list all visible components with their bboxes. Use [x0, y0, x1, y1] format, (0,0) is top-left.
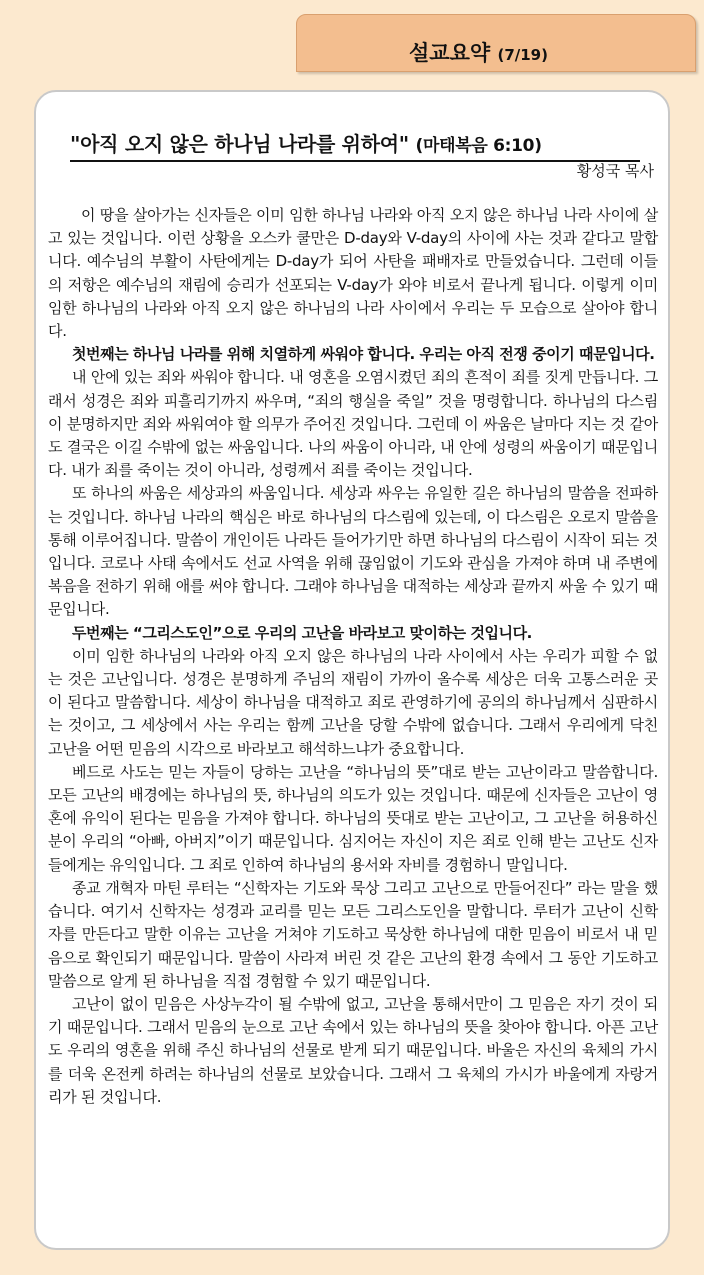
paragraph: 이 땅을 살아가는 신자들은 이미 임한 하나님 나라와 아직 오지 않은 하나님 나라 사이에 살고 있는 것입니다. 이런 상황을 오스카 쿨만은 D-day와 V-day의 사이에 사는 것과 같다고 말합니다. 예수님의 부활이 사탄에게는 D-day가 되어 사탄을 패배자로 만들었습니다. 그런데 이들의 저항은 예수님의 재림에 승리가 선포되는 V-day가 와야 비로서 끝나게 됩니다. 이렇게 이미 임한 하나님의 나라와 아직 오지 않은 하나님의 나라 사이에서 우리는 두 모습으로 살아야 합니다.	[48, 206, 658, 341]
heading-second: 두번째는 “그리스도인”으로 우리의 고난을 바라보고 맞이하는 것입니다.	[72, 623, 532, 642]
header-title	[409, 37, 548, 67]
header-tab	[296, 14, 696, 72]
paragraph: 이미 임한 하나님의 나라와 아직 오지 않은 하나님의 나라 사이에서 사는 우리가 피할 수 없는 것은 고난입니다. 성경은 분명하게 주님의 재림이 가까이 올수록 세상은 더욱 고통스러운 곳이 된다고 말씀합니다. 세상이 하나님을 대적하고 죄로 관영하기에 공의의 하나님께서 심판하시는 것이고, 그 세상에서 사는 우리는 함께 고난을 당할 수밖에 없습니다. 그래서 우리에게 닥친 고난을 어떤 믿음의 시각으로 바라보고 해석하느냐가 중요합니다.	[48, 646, 659, 758]
sermon-title	[70, 128, 640, 162]
sermon-body	[48, 204, 658, 1109]
sermon-card	[34, 90, 670, 1250]
paragraph: 종교 개혁자 마틴 루터는 “신학자는 기도와 묵상 그리고 고난으로 만들어진다” 라는 말을 했습니다. 여기서 신학자는 성경과 교리를 믿는 모든 그리스도인을 말합니다. 루터가 고난이 신학자를 만든다고 말한 이유는 고난을 거쳐야 기도하고 묵상한 하나님에 대한 믿음이 비로서 내 믿음으로 확인되기 때문입니다. 말씀이 사라져 버린 것 같은 고난의 환경 속에서 그 동안 기도하고 말씀으로 알게 된 하나님을 직접 경험할 수 있기 때문입니다.	[48, 878, 658, 990]
sermon-author: 황성국 목사	[576, 162, 654, 180]
paragraph: 또 하나의 싸움은 세상과의 싸움입니다. 세상과 싸우는 유일한 길은 하나님의 말씀을 전파하는 것입니다. 하나님 나라의 핵심은 바로 하나님의 다스림에 있는데, 이 다스림은 오로지 말씀을 통해 이루어집니다. 말씀이 개인이든 나라든 들어가기만 하면 하나님의 다스림이 시작이 되는 것입니다. 코로나 사태 속에서도 선교 사역을 위해 끊임없이 기도와 관심을 가져야 하며 내 주변에 복음을 전하기 위해 애를 써야 합니다. 그래야 하나님을 대적하는 세상과 끝까지 싸울 수 있기 때문입니다.	[48, 484, 658, 619]
heading-first: 첫번째는 하나님 나라를 위해 치열하게 싸워야 합니다. 우리는 아직 전쟁 중이기 때문입니다.	[72, 345, 655, 364]
scripture-reference: (마태복음 6:10)	[415, 136, 542, 156]
header-label: 설교요약	[409, 41, 491, 65]
paragraph: 내 안에 있는 죄와 싸워야 합니다. 내 영혼을 오염시켰던 죄의 흔적이 죄를 짓게 만듭니다. 그래서 성경은 죄와 피흘리기까지 싸우며, “죄의 행실을 죽일” 것을 명령합니다. 하나님의 다스림이 분명하지만 죄와 싸워여야 할 의무가 주어진 것입니다. 그런데 이 싸움은 날마다 지는 것 같아도 결국은 이길 수밖에 없는 싸움입니다. 나의 싸움이 아니라, 내 안에 성령의 싸움이기 때문입니다. 내가 죄를 죽이는 것이 아니라, 성령께서 죄를 죽이는 것입니다.	[48, 368, 658, 480]
paragraph: 베드로 사도는 믿는 자들이 당하는 고난을 “하나님의 뜻”대로 받는 고난이라고 말씀합니다. 모든 고난의 배경에는 하나님의 뜻, 하나님의 의도가 있는 것입니다. 때문에 신자들은 고난이 영혼에 유익이 된다는 믿음을 가져야 합니다. 하나님의 뜻대로 받는 고난이고, 그 고난을 허용하신 분이 우리의 “아빠, 아버지”이기 때문입니다. 심지어는 자신이 지은 죄로 인해 받는 고난도 신자들에게는 유익입니다. 그 죄로 인하여 하나님의 용서와 자비를 경험하니 말입니다.	[48, 762, 658, 874]
header-date: (7/19)	[497, 46, 548, 64]
sermon-title-text: "아직 오지 않은 하나님 나라를 위하여"	[70, 132, 409, 156]
paragraph: 고난이 없이 믿음은 사상누각이 될 수밖에 없고, 고난을 통해서만이 그 믿음은 자기 것이 되기 때문입니다. 그래서 믿음의 눈으로 고난 속에서 있는 하나님의 뜻을 찾아야 합니다. 아픈 고난도 우리의 영혼을 위해 주신 하나님의 선물로 받게 되기 때문입니다. 바울은 자신의 육체의 가시를 더욱 온전케 하려는 하나님의 선물로 보았습니다. 그래서 그 육체의 가시가 바울에게 자랑거리가 된 것입니다.	[48, 994, 658, 1106]
